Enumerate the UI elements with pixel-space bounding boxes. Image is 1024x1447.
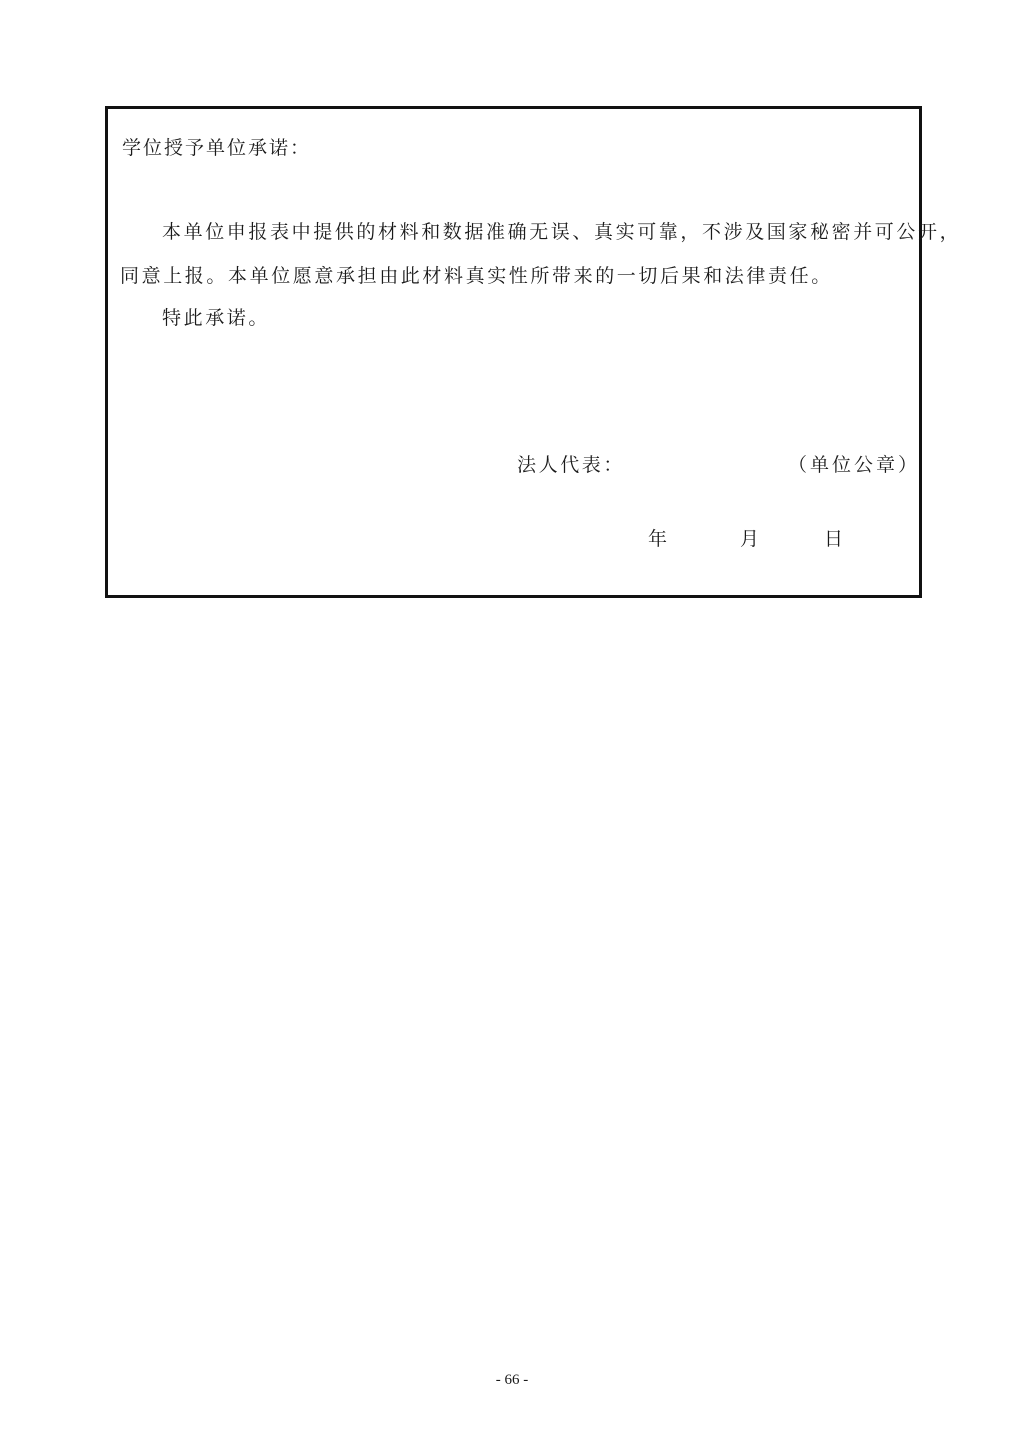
page-number: - 66 - xyxy=(495,1372,529,1388)
legal-representative-label: 法人代表： xyxy=(517,454,626,476)
date-month-label: 月 xyxy=(740,528,760,550)
commitment-heading: 学位授予单位承诺： xyxy=(122,137,312,159)
commitment-paragraph-line-1: 本单位申报表中提供的材料和数据准确无误、真实可靠，不涉及国家秘密并可公开， xyxy=(162,221,962,243)
date-year-label: 年 xyxy=(648,528,668,550)
date-day-label: 日 xyxy=(824,528,844,550)
commitment-closing: 特此承诺。 xyxy=(162,307,271,329)
unit-seal-label: （单位公章） xyxy=(788,454,921,476)
commitment-box xyxy=(105,106,962,598)
commitment-paragraph-line-2: 同意上报。本单位愿意承担由此材料真实性所带来的一切后果和法律责任。 xyxy=(120,265,833,287)
